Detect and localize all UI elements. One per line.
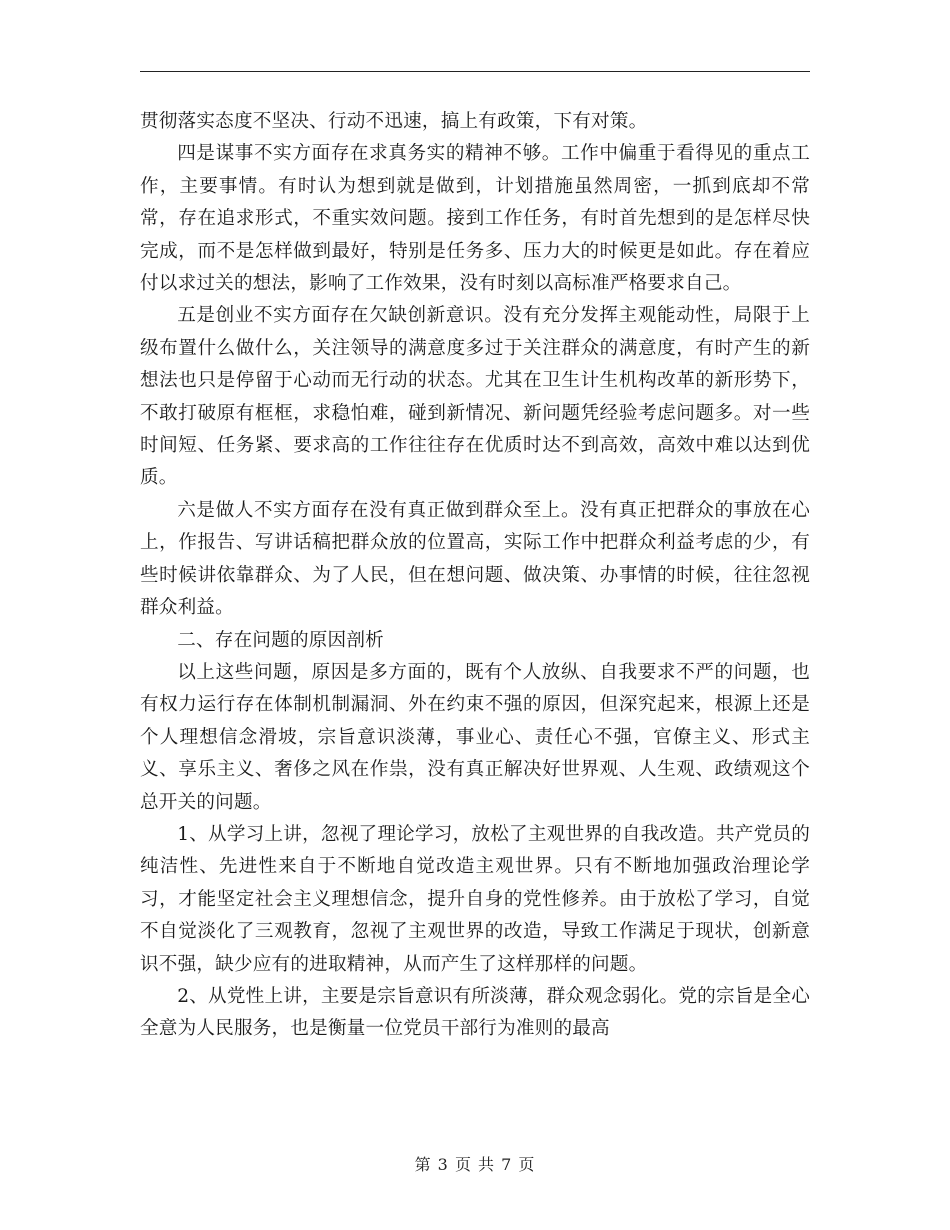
paragraph-point-four: 四是谋事不实方面存在求真务实的精神不够。工作中偏重于看得见的重点工作，主要事情。有时认为想到就是做到，计划措施虽然周密，一抓到底却不常常，存在追求形式，不重实效问题。接到工作任务，有时首先想到的是怎样尽快完成，而不是怎样做到最好，特别是任务多、压力大的时候更是如此。存在着应付以求过关的想法，影响了工作效果，没有时刻以高标准严格要求自己。: [140, 143, 810, 295]
paragraph-cause-party-spirit: 2、从党性上讲，主要是宗旨意识有所淡薄，群众观念弱化。党的宗旨是全心全意为人民服务，也是衡量一位党员干部行为准则的最高: [140, 985, 810, 1040]
document-body: [140, 106, 810, 1046]
section-heading-cause-analysis: 二、存在问题的原因剖析: [177, 629, 384, 651]
paragraph-point-five: 五是创业不实方面存在欠缺创新意识。没有充分发挥主观能动性，局限于上级布置什么做什么，关注领导的满意度多过于关注群众的满意度，有时产生的新想法也只是停留于心动而无行动的状态。尤其在卫生计生机构改革的新形势下，不敢打破原有框框，求稳怕难，碰到新情况、新问题凭经验考虑问题多。对一些时间短、任务紧、要求高的工作往往存在优质时达不到高效，高效中难以达到优质。: [140, 305, 810, 489]
paragraph-cause-summary: 以上这些问题，原因是多方面的，既有个人放纵、自我要求不严的问题，也有权力运行存在体制机制漏洞、外在约束不强的原因，但深究起来，根源上还是个人理想信念滑坡，宗旨意识淡薄，事业心、责任心不强，官僚主义、形式主义、享乐主义、奢侈之风在作祟，没有真正解决好世界观、人生观、政绩观这个总开关的问题。: [140, 661, 810, 813]
page-number-footer: 第 3 页 共 7 页: [414, 1155, 536, 1174]
paragraph-cause-study: 1、从学习上讲，忽视了理论学习，放松了主观世界的自我改造。共产党员的纯洁性、先进性来自于不断地自觉改造主观世界。只有不断地加强政治理论学习，才能坚定社会主义理想信念，提升自身的党性修养。由于放松了学习，自觉不自觉淡化了三观教育，忽视了主观世界的改造，导致工作满足于现状，创新意识不强，缺少应有的进取精神，从而产生了这样那样的问题。: [140, 823, 810, 975]
header-rule: [140, 71, 810, 72]
paragraph-continuation: 贯彻落实态度不坚决、行动不迅速，搞上有政策，下有对策。: [140, 111, 648, 132]
paragraph-point-six: 六是做人不实方面存在没有真正做到群众至上。没有真正把群众的事放在心上，作报告、写讲话稿把群众放的位置高，实际工作中把群众利益考虑的少，有些时候讲依靠群众、为了人民，但在想问题、做决策、办事情的时候，往往忽视群众利益。: [140, 499, 810, 619]
